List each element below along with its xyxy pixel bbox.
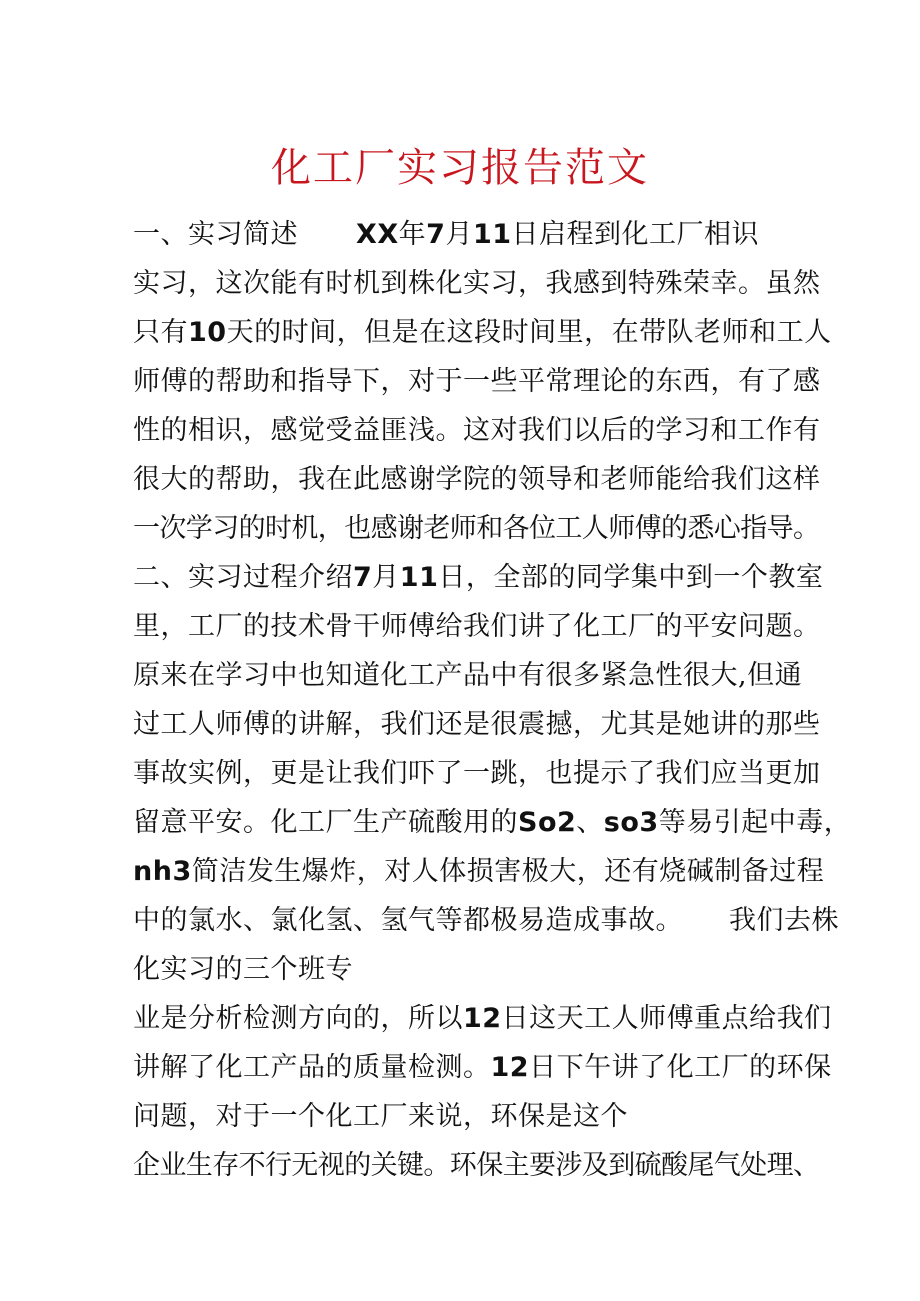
text-segment: 天的时间，但是在这段时间里，在带队老师和工人	[226, 317, 832, 348]
document-body	[133, 210, 852, 1190]
date-day: 12	[463, 1003, 502, 1034]
text-segment: 日下午讲了化工厂的环保	[529, 1052, 832, 1083]
text-segment: 日，全部的同学集中到一个教室	[438, 562, 824, 593]
text-segment: 、	[576, 807, 604, 838]
text-line-1	[133, 210, 793, 259]
text-segment: 月	[372, 562, 400, 593]
date-year: XX	[356, 219, 399, 250]
text-line-8	[133, 553, 824, 602]
text-line-16: 化实习的三个班专	[133, 954, 353, 985]
text-line-13	[133, 798, 852, 847]
text-segment: 等易引起中毒，	[658, 807, 852, 838]
section-heading-process: 二、实习过程介绍	[133, 562, 353, 593]
text-segment: 日启程到化工厂相识	[511, 219, 760, 250]
date-day: 11	[399, 562, 439, 593]
date-month: 7	[353, 562, 373, 593]
number-days: 10	[188, 317, 227, 348]
text-line-14	[133, 847, 825, 896]
text-line-6: 很大的帮助，我在此感谢学院的领导和老师能给我们这样	[133, 464, 821, 495]
chemical-formula: So2	[518, 807, 577, 838]
date-day: 12	[490, 1052, 530, 1083]
text-line-10: 原来在学习中也知道化工产品中有很多紧急性很大,但通	[133, 660, 803, 691]
text-line-17	[133, 994, 832, 1043]
section-heading-overview: 一、实习简述	[133, 219, 298, 250]
text-line-15	[133, 896, 839, 945]
text-line-20: 企业生存不行无视的关键。环保主要涉及到硫酸尾气处理、	[133, 1150, 820, 1181]
text-line-19: 问题，对于一个化工厂来说，环保是这个	[133, 1101, 628, 1132]
text-line-7: 一次学习的时机，也感谢老师和各位工人师傅的悉心指导。	[133, 513, 820, 544]
text-line-3	[133, 308, 832, 357]
text-segment: 简洁发生爆炸，对人体损害极大，还有烧碱制备过程	[191, 856, 825, 887]
text-segment: 日这天工人师傅重点给我们	[501, 1003, 832, 1034]
text-segment: 留意平安。化工厂生产硫酸用的	[133, 807, 518, 838]
date-day: 11	[472, 219, 512, 250]
text-segment: 讲解了化工产品的质量检测。	[133, 1052, 491, 1083]
text-line-2: 实习，这次能有时机到株化实习，我感到特殊荣幸。虽然	[133, 268, 821, 299]
text-segment: 业是分析检测方向的，所以	[133, 1003, 463, 1034]
text-segment: 中的氯水、氯化氢、氢气等都极易造成事故。	[133, 905, 683, 936]
text-segment: 月	[445, 219, 473, 250]
text-line-5: 性的相识，感觉受益匪浅。这对我们以后的学习和工作有	[133, 415, 821, 446]
document-title: 化工厂实习报告范文	[271, 145, 649, 191]
text-line-18	[133, 1043, 832, 1092]
text-line-11: 过工人师傅的讲解，我们还是很震撼，尤其是她讲的那些	[133, 709, 821, 740]
text-line-4: 师傅的帮助和指导下，对于一些平常理论的东西，有了感	[133, 366, 821, 397]
chemical-formula: nh3	[133, 856, 192, 887]
chemical-formula: so3	[603, 807, 659, 838]
date-month: 7	[426, 219, 446, 250]
text-line-9: 里，工厂的技术骨干师傅给我们讲了化工厂的平安问题。	[133, 611, 821, 642]
text-segment: 年	[398, 219, 427, 250]
text-segment: 我们去株	[729, 905, 839, 936]
text-line-12: 事故实例，更是让我们吓了一跳，也提示了我们应当更加	[133, 758, 821, 789]
text-segment: 只有	[133, 317, 188, 348]
